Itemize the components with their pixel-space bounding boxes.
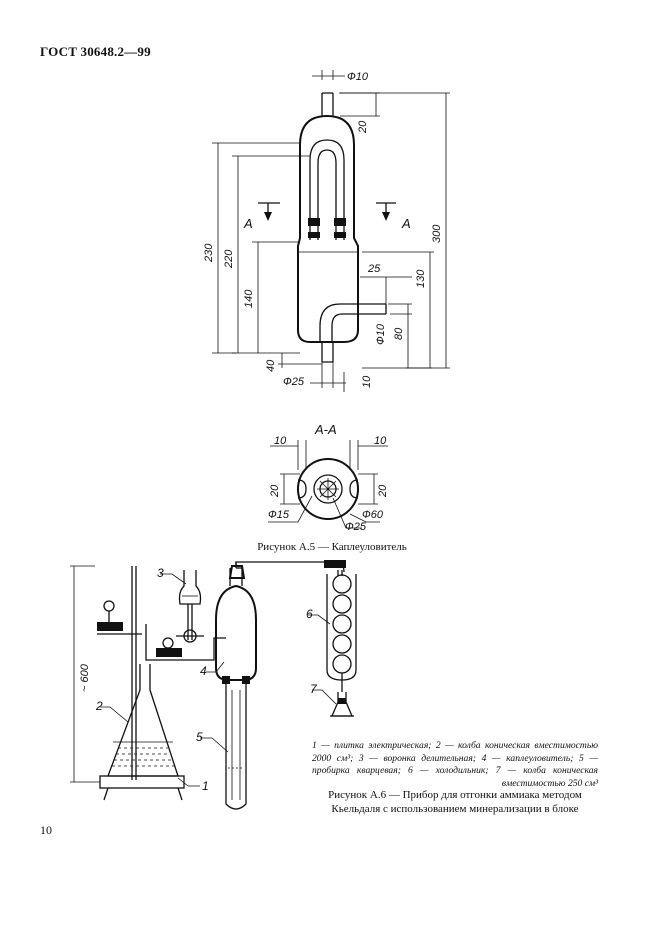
sec-dim-right10: 10 [374,435,387,447]
figure-a6-caption-line1: Рисунок А.6 — Прибор для отгонки аммиака методом [328,789,582,801]
dim-140: 140 [243,289,255,308]
section-mark-left: А [244,216,253,231]
dim-10-base: 10 [361,375,373,388]
dim-80: 80 [393,327,405,340]
callout-5: 5 [196,730,203,744]
callout-1: 1 [202,779,209,793]
dim-230: 230 [203,243,215,262]
dim-40: 40 [265,359,277,372]
sec-dim-d25: Ф25 [345,521,366,533]
sec-dim-d15: Ф15 [268,509,289,521]
document-header: ГОСТ 30648.2—99 [40,44,151,59]
figure-a6-legend: 1 — плитка электрическая; 2 — колба коническая вместимостью 2000 см³; 3 — воронка делительная; 4 — каплеуловитель; 5 — пробирка кварцевая; 6 — холодильник; 7 — колба коническая вместимостью 250 см³ [312,740,598,789]
callout-4: 4 [200,664,207,678]
sec-dim-left10: 10 [274,435,287,447]
section-title: А-А [315,422,337,437]
sec-dim-left20: 20 [269,484,281,497]
section-mark-right: А [402,216,411,231]
drop-catcher-elevation [203,70,450,392]
dim-130: 130 [415,269,427,288]
dim-25: 25 [368,263,381,275]
dim-220: 220 [223,249,235,268]
callout-3: 3 [157,566,164,580]
callout-2: 2 [96,699,103,713]
height-label: ~ 600 [79,664,91,692]
figure-a6-caption-line2: Кьельдаля с использованием минерализации в блоке [331,803,579,815]
figure-a5-caption: Рисунок А.5 — Каплеуловитель [257,541,407,553]
callout-6: 6 [306,607,313,621]
page-number: 10 [40,823,52,837]
dim-300: 300 [431,224,443,243]
callout-7: 7 [310,682,317,696]
dim-d25-base: Ф25 [283,376,304,388]
sec-dim-right20: 20 [377,484,389,497]
dim-d10-top: Ф10 [347,71,368,83]
dim-d10-outlet: Ф10 [375,324,387,345]
dim-20-top: 20 [357,120,369,133]
sec-dim-d60: Ф60 [362,509,383,521]
section-a-a [268,422,389,533]
